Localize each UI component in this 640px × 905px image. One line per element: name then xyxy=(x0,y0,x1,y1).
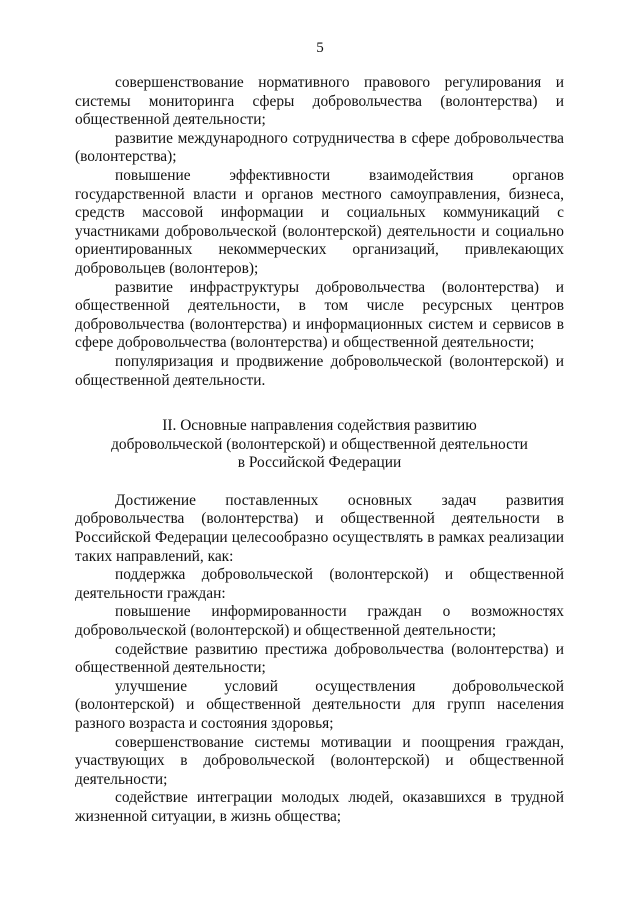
paragraph: улучшение условий осуществления добровольческой (волонтерской) и общественной деятельности для групп населения разного возраста и состояния здоровья; xyxy=(75,677,564,732)
paragraph: содействие интеграции молодых людей, оказавшихся в трудной жизненной ситуации, в жизнь общества; xyxy=(75,789,564,825)
paragraph: повышение информированности граждан о возможностях добровольческой (волонтерской) и общественной деятельности; xyxy=(75,603,564,640)
paragraph: совершенствование системы мотивации и поощрения граждан, участвующих в добровольческой (волонтерской) и общественной деятельности; xyxy=(75,733,564,788)
section-heading-line: в Российской Федерации xyxy=(237,454,402,472)
section-heading xyxy=(75,417,564,473)
paragraph: развитие международного сотрудничества в сфере добровольчества (волонтерства); xyxy=(75,129,564,166)
page-number: 5 xyxy=(316,40,324,56)
paragraph: повышение эффективности взаимодействия органов государственной власти и органов местного самоуправления, бизнеса, средств массовой информации и социальных коммуникаций с участниками добровольческой (волонтерской) деятельности и социально ориентированных некоммерческих организаций, привлекающих добровольцев (волонтеров); xyxy=(75,166,564,277)
section-heading-line: добровольческой (волонтерской) и общественной деятельности xyxy=(111,435,528,453)
paragraph: совершенствование нормативного правового регулирования и системы мониторинга сферы добровольчества (волонтерства) и общественной деятельности; xyxy=(75,74,564,129)
paragraph: популяризация и продвижение добровольческой (волонтерской) и общественной деятельности. xyxy=(75,352,564,389)
paragraph: содействие развитию престижа добровольчества (волонтерства) и общественной деятельности; xyxy=(75,640,564,677)
document-body xyxy=(75,74,564,827)
paragraph: поддержка добровольческой (волонтерской) и общественной деятельности граждан: xyxy=(75,566,564,602)
paragraph: развитие инфраструктуры добровольчества (волонтерства) и общественной деятельности, в том числе ресурсных центров добровольчества (волонтерства) и информационных систем и сервисов в сфере добровольчества (волонтерства) и общественной деятельности; xyxy=(75,278,564,352)
section-heading-line: II. Основные направления содействия развитию xyxy=(162,417,477,435)
paragraph: Достижение поставленных основных задач развития добровольчества (волонтерства) и общественной деятельности в Российской Федерации целесообразно осуществлять в рамках реализации таких направлений, как: xyxy=(75,491,564,565)
